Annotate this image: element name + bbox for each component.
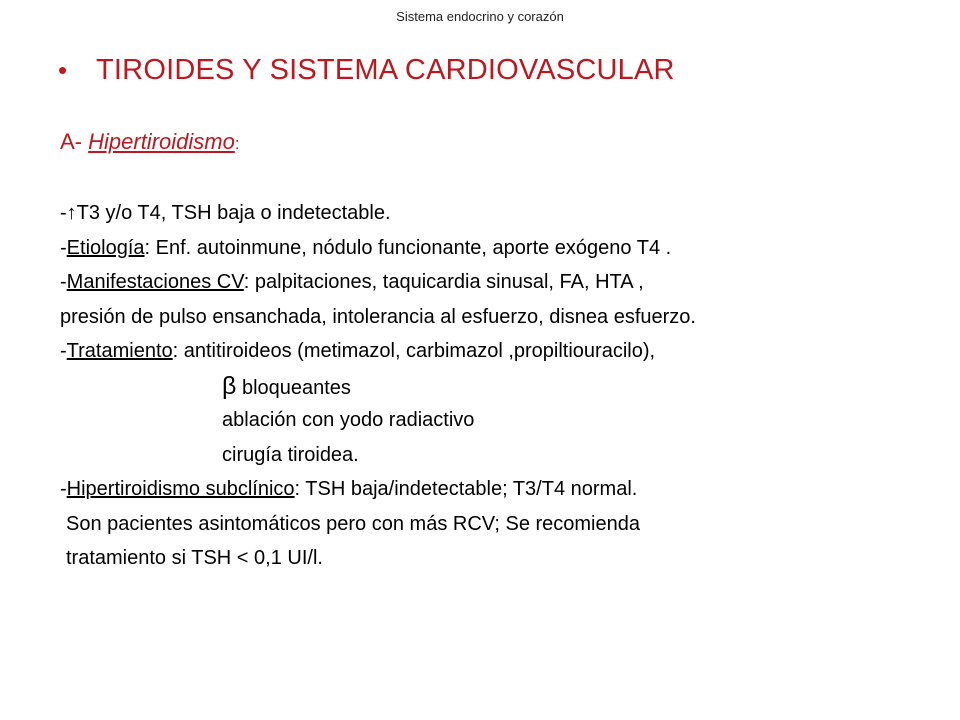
treatment-text: : antitiroideos (metimazol, carbimazol ,propiltiouracilo), [172, 340, 656, 362]
line-etiology [60, 231, 940, 266]
line-ablation: ablación con yodo radiactivo [222, 409, 475, 431]
etiology-dash: - [60, 236, 67, 259]
slide-header: Sistema endocrino y corazón [396, 9, 564, 24]
line-treatment-threshold: tratamiento si TSH < 0,1 UI/l. [66, 547, 323, 569]
subclinical-dash: - [60, 478, 67, 500]
subtitle-colon: : [234, 134, 240, 153]
title-row [58, 54, 675, 87]
line-treatment [60, 334, 940, 369]
subtitle-emphasis: Hipertiroidismo [88, 129, 235, 154]
line-hormones: -↑T3 y/o T4, TSH baja o indetectable. [60, 202, 391, 224]
subtitle-prefix: A- [60, 129, 89, 154]
line-beta-blockers [60, 369, 940, 404]
line-subclinical [60, 472, 940, 507]
slide-title: TIROIDES Y SISTEMA CARDIOVASCULAR [96, 54, 675, 86]
line-patients: Son pacientes asintomáticos pero con más RCV; Se recomienda [66, 512, 640, 535]
manifestations-key: Manifestaciones CV [66, 271, 244, 293]
beta-blockers-text: bloqueantes [236, 376, 351, 399]
line-manifestations [60, 265, 940, 300]
beta-symbol: β [222, 371, 237, 400]
section-subtitle [60, 129, 240, 155]
etiology-text: : Enf. autoinmune, nódulo funcionante, aporte exógeno T4 . [144, 236, 672, 259]
subclinical-key: Hipertiroidismo subclínico [66, 478, 295, 500]
slide-body [60, 196, 940, 576]
treatment-key: Tratamiento [66, 340, 173, 362]
treatment-dash: - [60, 340, 67, 362]
subclinical-text: : TSH baja/indetectable; T3/T4 normal. [294, 478, 638, 500]
manifestations-dash: - [60, 271, 67, 293]
bullet-icon: • [58, 55, 68, 85]
manifestations-text: : palpitaciones, taquicardia sinusal, FA, HTA , [243, 271, 644, 293]
line-surgery: cirugía tiroidea. [222, 443, 359, 466]
line-manifestations-cont: presión de pulso ensanchada, intolerancia al esfuerzo, disnea esfuerzo. [60, 305, 696, 328]
etiology-key: Etiología [66, 236, 145, 259]
